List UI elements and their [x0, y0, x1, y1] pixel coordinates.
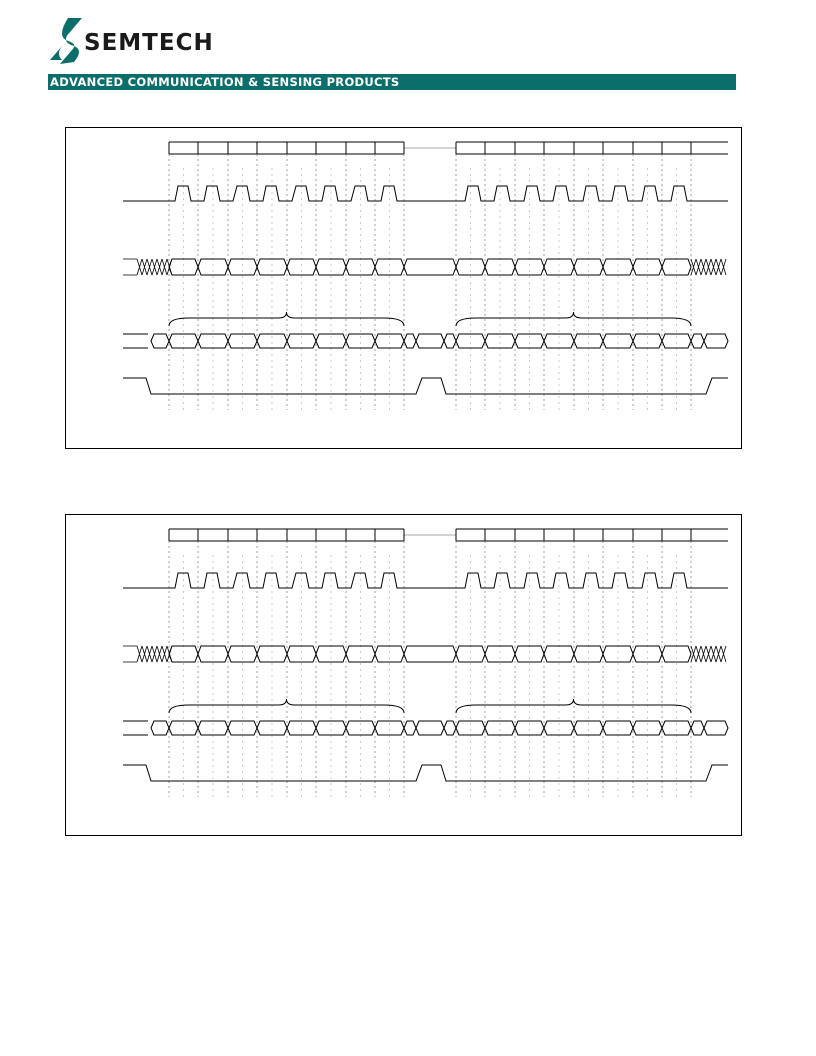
timing-diagram-1 — [65, 127, 742, 449]
word-brace-right — [456, 312, 691, 326]
frame-sync-waveform — [123, 765, 728, 781]
word-brace-right — [456, 699, 691, 713]
timing-diagram-2 — [65, 514, 742, 836]
word-brace-left — [169, 312, 404, 326]
frame-sync-waveform — [123, 378, 728, 394]
bit-clock-waveform — [123, 573, 728, 588]
frame-word-bus — [151, 334, 728, 348]
timing-diagram-svg — [66, 515, 743, 837]
semtech-s-mark-icon — [48, 16, 88, 66]
company-name: SEMTECH — [84, 30, 214, 56]
bit-clock-waveform — [123, 186, 728, 201]
timing-diagram-svg — [66, 128, 743, 450]
serial-data-bus — [169, 259, 691, 275]
product-banner: ADVANCED COMMUNICATION & SENSING PRODUCTS — [48, 74, 736, 90]
serial-data-bus — [169, 646, 691, 662]
frame-word-bus — [151, 721, 728, 735]
word-brace-left — [169, 699, 404, 713]
